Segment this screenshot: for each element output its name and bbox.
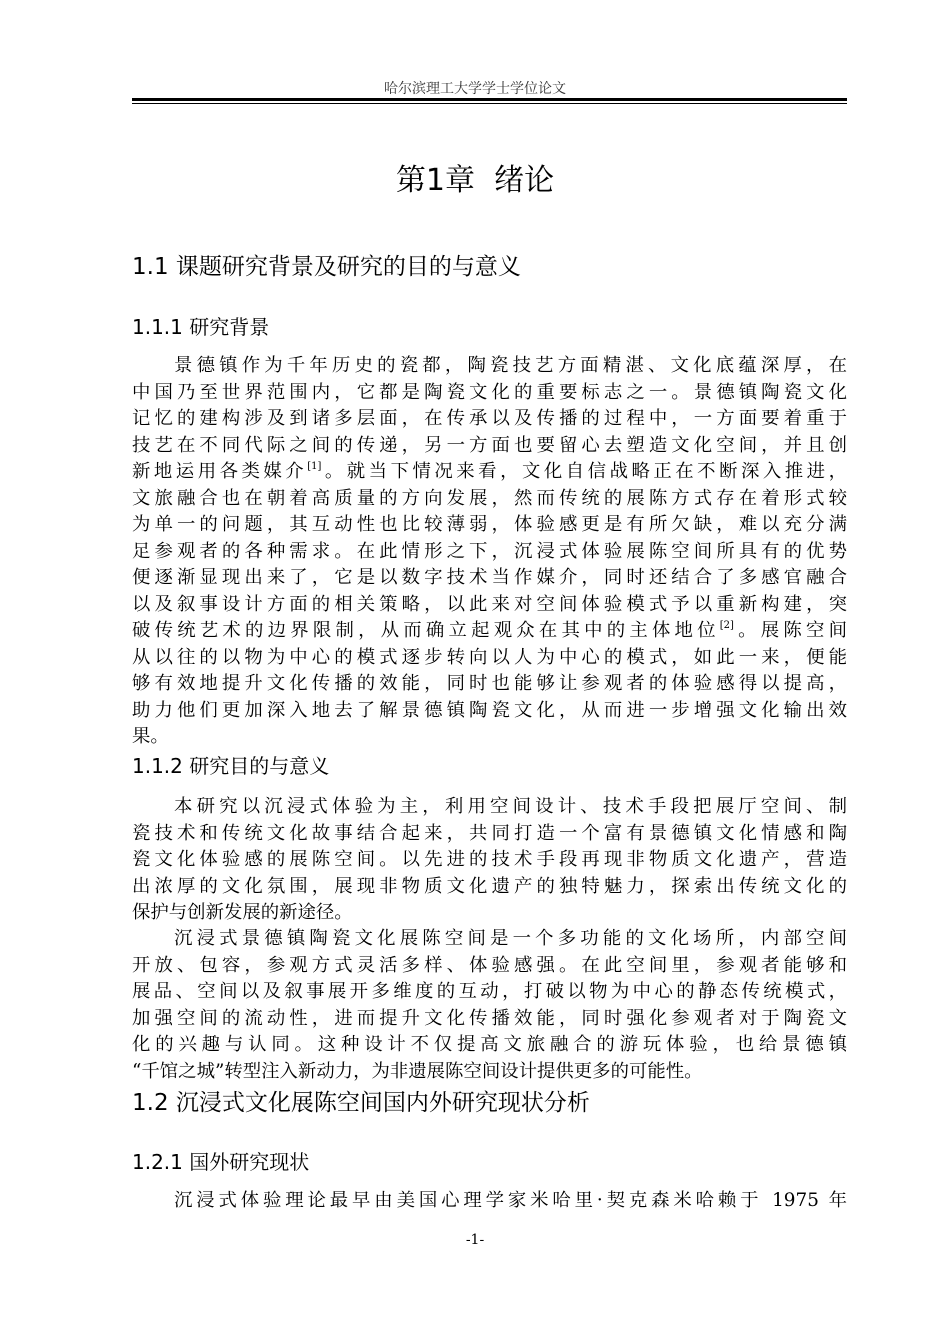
text-line: 足参观者的各种需求。在此情形之下，沉浸式体验展陈空间所具有的优势 [132,540,847,562]
text-line: 记忆的建构涉及到诸多层面，在传承以及传播的过程中，一方面要着重于 [132,408,847,429]
text-line: 出浓厚的文化氛围，展现非物质文化遗产的独特魅力，探索出传统文化的 [132,875,847,897]
header-rule-thick [132,98,847,101]
paragraph-research-purpose-2 [132,926,847,1085]
text-line: 加强空间的流动性，进而提升文化传播效能，同时强化参观者对于陶瓷文 [132,1007,847,1029]
paragraph-foreign-research [132,1188,847,1215]
text-segment: 。展陈空间 [733,620,847,641]
text-line: 沉浸式景德镇陶瓷文化展陈空间是一个多功能的文化场所，内部空间 [174,928,847,949]
text-line: 果。 [132,726,169,747]
text-line: 从以往的以物为中心的模式逐步转向以人为中心的模式，如此一来，便能 [132,646,847,668]
text-segment: 新地运用各类媒介 [132,461,308,482]
text-line: 够有效地提升文化传播的效能，同时也能够让参观者的体验感得以提高， [132,673,847,694]
paragraph-research-background [132,353,847,751]
citation-ref-1: [1] [307,461,322,472]
text-line: “千馆之城”转型注入新动力，为非遗展陈空间设计提供更多的可能性。 [132,1060,703,1082]
chapter-title: 第1章 绪论 [395,163,555,198]
text-segment: 。就当下情况来看，文化自信战略正在不断深入推进， [321,461,847,482]
paragraph-research-purpose-1 [132,794,847,927]
text-line: 中国乃至世界范围内，它都是陶瓷文化的重要标志之一。景德镇陶瓷文化 [132,381,847,403]
text-line [132,459,847,486]
text-line: 展品、空间以及叙事展开多维度的互动，打破以物为中心的静态传统模式， [132,981,847,1002]
text-line: 助力他们更加深入地去了解景德镇陶瓷文化，从而进一步增强文化输出效 [132,699,847,721]
header-rule-thin [132,103,847,104]
page-number: -1- [465,1232,485,1248]
section-heading-1-2: 1.2 沉浸式文化展陈空间国内外研究现状分析 [132,1090,590,1116]
section-heading-1-1-1: 1.1.1 研究背景 [132,315,270,339]
text-line: 化的兴趣与认同。这种设计不仅提高文旅融合的游玩体验，也给景德镇 [132,1034,847,1055]
text-line: 瓷技术和传统文化故事结合起来，共同打造一个富有景德镇文化情感和陶 [132,822,847,844]
text-line: 文旅融合也在朝着高质量的方向发展，然而传统的展陈方式存在着形式较 [132,487,847,509]
text-line: 沉浸式体验理论最早由美国心理学家米哈里·契克森米哈赖于 1975 年 [174,1190,847,1211]
text-line: 保护与创新发展的新途径。 [132,902,353,923]
section-heading-1-2-1: 1.2.1 国外研究现状 [132,1150,310,1174]
text-line: 开放、包容，参观方式灵活多样、体验感强。在此空间里，参观者能够和 [132,954,847,976]
text-line: 以及叙事设计方面的相关策略，以此来对空间体验模式予以重新构建，突 [132,593,847,615]
text-segment: 破传统艺术的边界限制，从而确立起观众在其中的主体地位 [132,620,720,641]
section-heading-1-1: 1.1 课题研究背景及研究的目的与意义 [132,254,521,280]
text-line: 技艺在不同代际之间的传递，另一方面也要留心去塑造文化空间，并且创 [132,434,847,456]
citation-ref-2: [2] [719,620,734,631]
text-line: 便逐渐显现出来了，它是以数字技术当作媒介，同时还结合了多感官融合 [132,567,847,588]
section-heading-1-1-2: 1.1.2 研究目的与意义 [132,754,330,778]
text-line: 景德镇作为千年历史的瓷都，陶瓷技艺方面精湛、文化底蕴深厚，在 [174,355,847,376]
running-header: 哈尔滨理工大学学士学位论文 [384,81,566,97]
text-line: 为单一的问题，其互动性也比较薄弱，体验感更是有所欠缺，难以充分满 [132,514,847,535]
text-line: 瓷文化体验感的展陈空间。以先进的技术手段再现非物质文化遗产，营造 [132,849,847,870]
text-line [132,618,847,645]
text-line: 本研究以沉浸式体验为主，利用空间设计、技术手段把展厅空间、制 [174,796,847,817]
